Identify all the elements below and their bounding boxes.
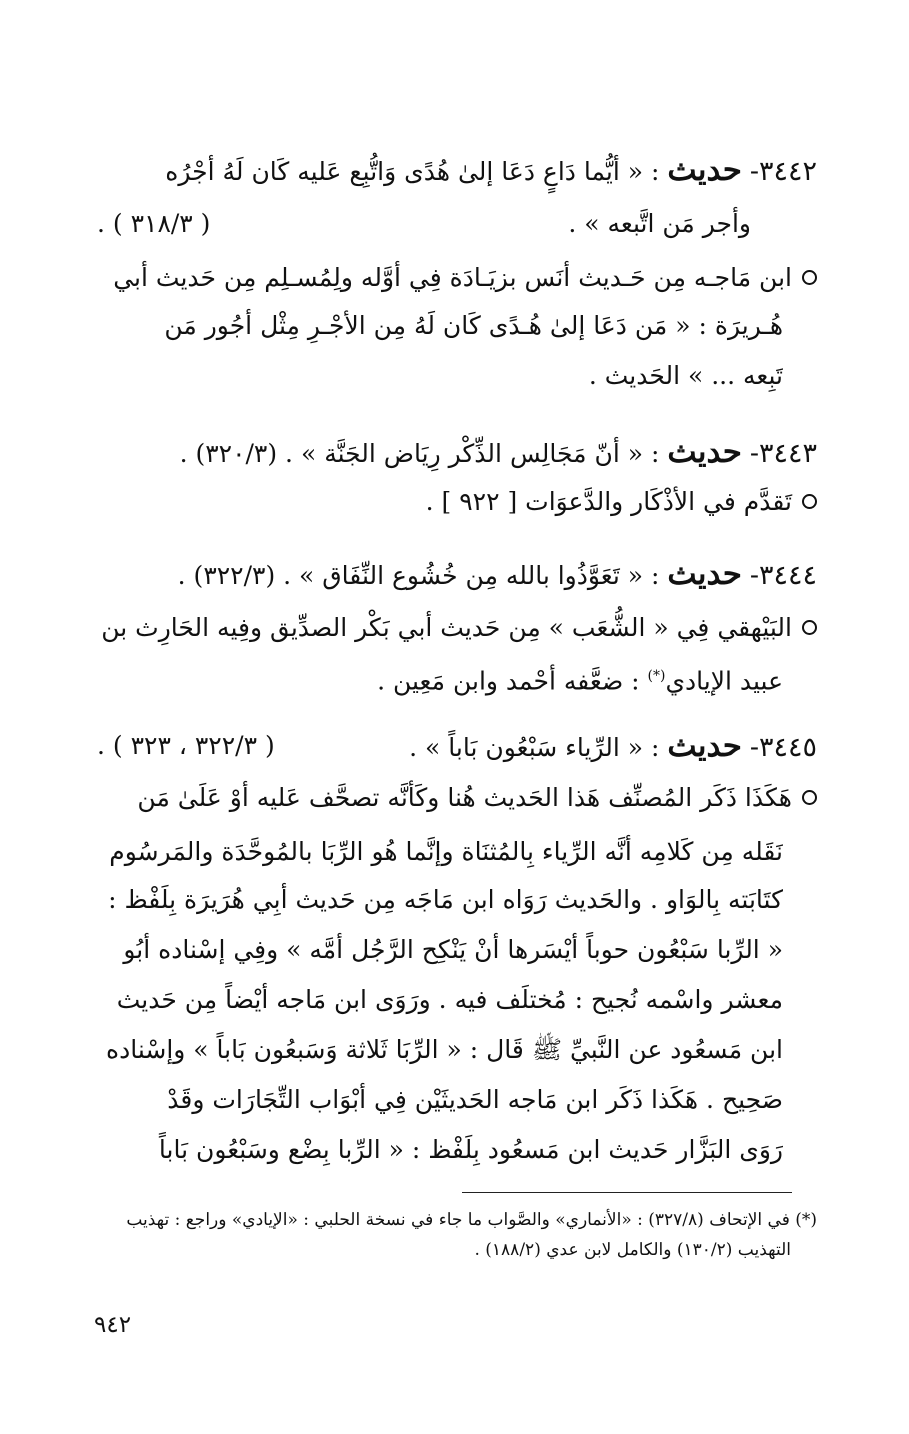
footnote-line: (*) في الإتحاف (٣٢٧/٨) : «الأنماري» والصَّواب ما جاء في نسخة الحلبي : «الإيادي» وراجع : تهذيب bbox=[126, 1210, 817, 1230]
entry-3445-note-line: نَقَله مِن كَلامِه أنَّه الرِّياء بِالمُثنَاة وإنَّما هُو الرِّبَا بالمُوحَّدَة والمَرسُوم bbox=[109, 837, 783, 866]
entry-number: ٣٤٤٥- bbox=[749, 732, 817, 763]
entry-3442-heading bbox=[97, 146, 817, 194]
entry-3445-heading bbox=[97, 722, 817, 770]
hadith-keyword: حديث bbox=[667, 434, 742, 470]
entry-3444-note-line: عبيد الإيادي(*) : ضعَّفه أحْمد وابن مَعِين . bbox=[377, 666, 783, 696]
entry-3442-note-line: هُـريرَة : « مَن دَعَا إلىٰ هُـدًى كَان لَهُ مِن الأجْـرِ مِثْل أجُور مَن bbox=[164, 311, 783, 340]
volume-page-ref: ( ٣٢٢/٣ ، ٣٢٣ ) . bbox=[97, 731, 275, 760]
entry-number: ٣٤٤٣- bbox=[749, 438, 817, 469]
entry-3444-note-line: البَيْهقي فِي « الشُّعَب » مِن حَديث أبي بَكْر الصدِّيق وفِيه الحَارِث بن bbox=[97, 604, 817, 652]
page-number: ٩٤٢ bbox=[94, 1312, 132, 1338]
entry-3442-note-line: تَبِعه ... » الحَديث . bbox=[588, 361, 783, 390]
entry-number: ٣٤٤٢- bbox=[749, 156, 817, 187]
entry-3445-note-line: ابن مَسعُود عن النَّبيِّ ﷺ قَال : « الرِّبَا ثَلاثة وَسَبعُون بَاباً » وإسْناده bbox=[105, 1035, 783, 1064]
entry-3445-note-line: معشر واسْمه نُجيح : مُختلَف فيه . ورَوَى ابن مَاجه أيْضاً مِن حَديث bbox=[116, 985, 783, 1014]
entry-3442-note-line: ابن مَاجـه مِن حَـديث أنَس بزيَـادَة فِي أوَّله ولِمُسـلِم مِن حَديث أبي bbox=[97, 254, 817, 302]
circle-bullet-icon bbox=[802, 620, 817, 635]
footnote-marker: (*) bbox=[647, 668, 666, 684]
entry-3442-heading-cont bbox=[97, 200, 751, 248]
hadith-keyword: حديث bbox=[667, 728, 742, 764]
hadith-keyword: حديث bbox=[667, 152, 742, 188]
entry-3445-note-line: صَحِيح . هَكَذا ذَكَر ابن مَاجه الحَديثَيْن فِي أبْوَاب التِّجَارَات وقَدْ bbox=[167, 1085, 783, 1114]
hadith-text-cont: وأجر مَن اتَّبعه » . bbox=[568, 209, 751, 238]
circle-bullet-icon bbox=[802, 494, 817, 509]
entry-3444-heading bbox=[97, 550, 817, 598]
entry-3445-note-line: هَكَذَا ذَكَر المُصنِّف هَذا الحَديث هُنا وكَأنَّه تصحَّف عَليه أوْ عَلَىٰ مَن bbox=[97, 774, 817, 822]
hadith-text: : « أنّ مَجَالِس الذِّكْر رِيَاض الجَنَّة » . (٣٢٠/٣) . bbox=[179, 439, 660, 468]
entry-3445-note-line: « الرِّبا سَبْعُون حوباً أيْسَرها أنْ يَنْكِح الرَّجُل أمَّه » وفِي إسْناده أبُو bbox=[123, 935, 783, 964]
hadith-text: : « تَعَوَّذُوا بالله مِن خُشُوع النِّفَاق » . (٣٢٢/٣) . bbox=[177, 561, 660, 590]
volume-page-ref: ( ٣١٨/٣ ) . bbox=[97, 209, 211, 238]
circle-bullet-icon bbox=[802, 790, 817, 805]
footnote-line: التهذيب (١٣٠/٢) والكامل لابن عدي (١٨٨/٢) . bbox=[474, 1240, 791, 1260]
entry-3443-heading bbox=[97, 428, 817, 476]
footnote-divider bbox=[462, 1192, 792, 1193]
entry-number: ٣٤٤٤- bbox=[749, 560, 817, 591]
entry-3445-note-line: كتَابَته بِالوَاو . والحَديث رَوَاه ابن مَاجَه مِن حَديث أبِي هُرَيرَة بِلَفْظ : bbox=[108, 885, 783, 914]
hadith-text: : « الرِّياء سَبْعُون بَاباً » . bbox=[409, 733, 660, 762]
entry-3445-note-line: رَوَى البَزَّار حَديث ابن مَسعُود بِلَفْظ : « الرِّبا بِضْع وسَبْعُون بَاباً bbox=[158, 1135, 783, 1164]
hadith-text: : « أيُّما دَاعٍ دَعَا إلىٰ هُدًى وَاتُّبِع عَليه كَان لَهُ أجْرُه bbox=[165, 157, 660, 186]
hadith-keyword: حديث bbox=[667, 556, 742, 592]
entry-3443-note-line: تَقدَّم في الأذْكَار والدَّعوَات [ ٩٢٢ ] . bbox=[97, 478, 817, 526]
circle-bullet-icon bbox=[802, 270, 817, 285]
